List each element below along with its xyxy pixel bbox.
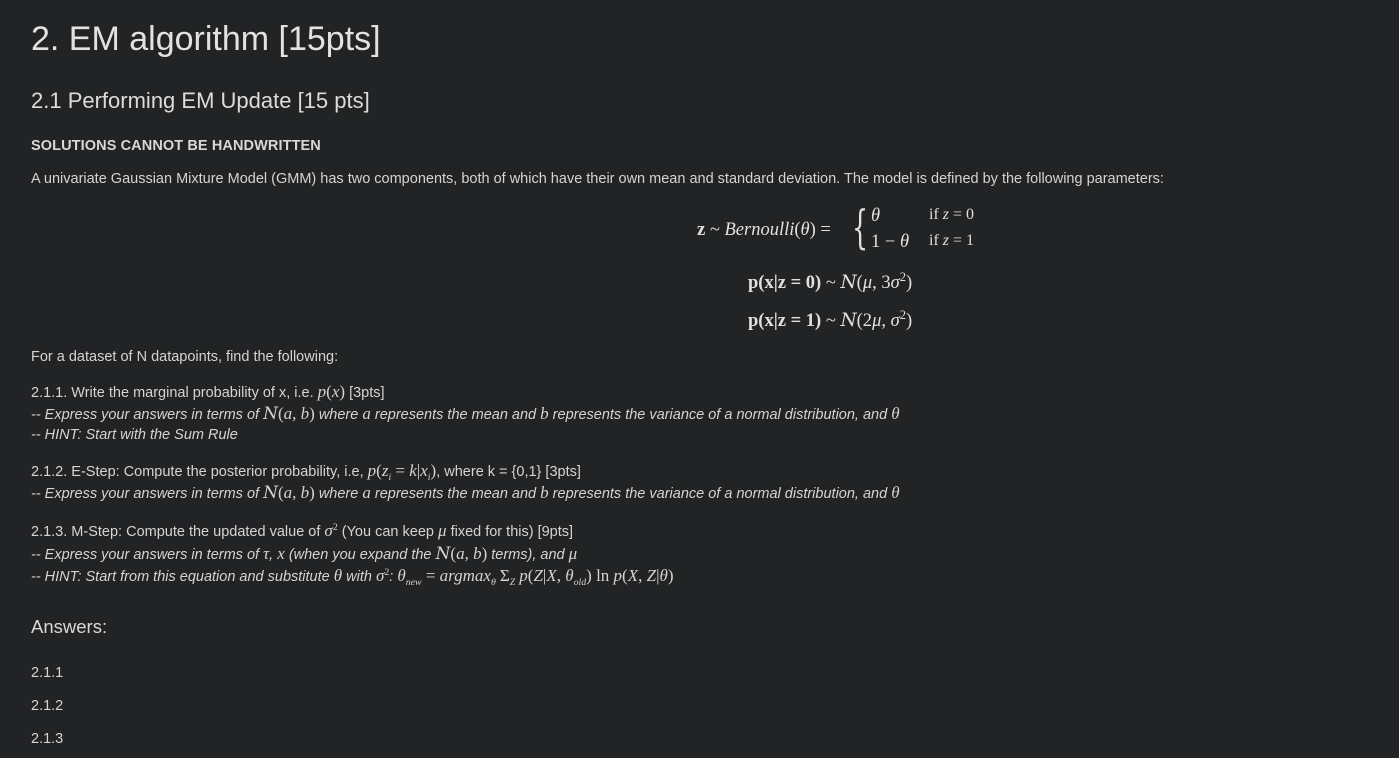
case1-value: θ xyxy=(871,206,881,226)
handwritten-notice: SOLUTIONS CANNOT BE HANDWRITTEN xyxy=(31,138,321,154)
question-2-1-1-note: -- Express your answers in terms of N(a, b) where a represents the mean and b represents the variance of a normal distribution, and θ xyxy=(31,404,900,424)
question-2-1-2-note: -- Express your answers in terms of N(a, b) where a represents the mean and b represents the variance of a normal distribution, and θ xyxy=(31,483,900,503)
question-2-1-2: 2.1.2. E-Step: Compute the posterior probability, i.e, $p(z_i = k|x_i)$, where k = {0,1} [3pts] xyxy=(31,461,581,483)
question-2-1-3-hint: -- HINT: Start from this equation and substitute θ with $\sigma^2$: $\theta_{new} = argmax_\theta$ $\Sigma_Z$ p(Z|X, $\theta_{old}$) ln p(X, Z|θ) xyxy=(31,566,674,588)
case1-condition: if z = 0 xyxy=(929,206,975,223)
bernoulli-lhs: z ~ Bernoulli(θ) = xyxy=(697,220,831,240)
question-2-1-1: 2.1.1. Write the marginal probability of x, i.e. p(x) [3pts] xyxy=(31,382,385,401)
cases-brace: { xyxy=(852,200,869,254)
question-2-1-3: 2.1.3. M-Step: Compute the updated value of $\sigma^2$ (You can keep μ fixed for this) [9pts] xyxy=(31,521,574,540)
likelihood-z0-equation: p(x|z = 0) ~ N(μ, $3\sigma^2$) xyxy=(748,269,913,293)
likelihood-z1-equation: p(x|z = 1) ~ N(2μ, $\sigma^2$) xyxy=(748,307,913,331)
subsection-title: 2.1 Performing EM Update [15 pts] xyxy=(31,88,370,113)
answer-2-1-1[interactable]: 2.1.1 xyxy=(31,665,64,681)
answer-2-1-3[interactable]: 2.1.3 xyxy=(31,731,64,747)
answer-2-1-2[interactable]: 2.1.2 xyxy=(31,698,64,714)
answers-heading: Answers: xyxy=(31,616,108,637)
question-2-1-3-note: -- Express your answers in terms of τ, x (when you expand the N(a, b) terms), and μ xyxy=(31,544,578,564)
case2-condition: if z = 1 xyxy=(929,232,975,249)
section-title: 2. EM algorithm [15pts] xyxy=(31,20,381,58)
dataset-prompt: For a dataset of N datapoints, find the following: xyxy=(31,349,339,365)
question-2-1-1-hint: -- HINT: Start with the Sum Rule xyxy=(31,427,238,443)
case2-value: 1 − θ xyxy=(871,232,910,252)
intro-paragraph: A univariate Gaussian Mixture Model (GMM) has two components, both of which have their own mean and standard deviation. The model is defined by the following parameters: xyxy=(31,171,1164,187)
